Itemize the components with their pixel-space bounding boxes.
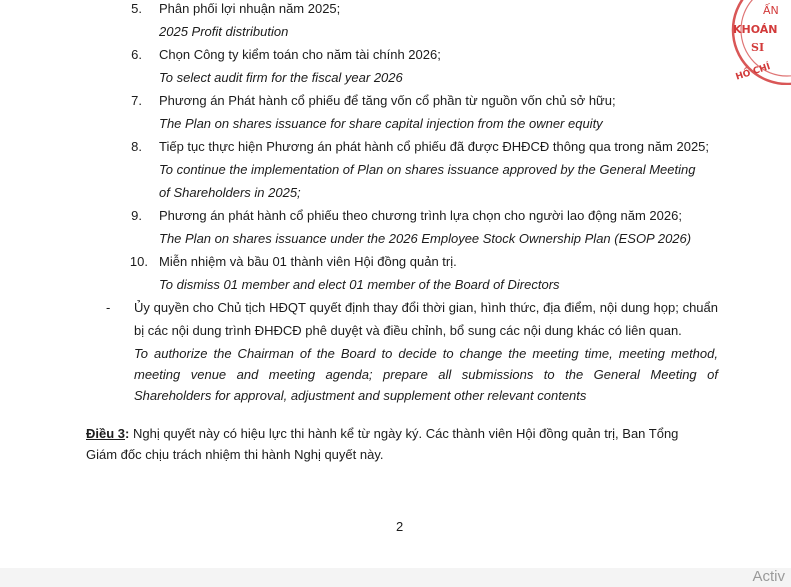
item-number: 7. (131, 93, 142, 108)
item-number: 5. (131, 1, 142, 16)
item-text-en: To dismiss 01 member and elect 01 member of the Board of Directors (159, 277, 560, 292)
item-text-vi: Phân phối lợi nhuận năm 2025; (159, 1, 341, 16)
authorize-text-vi-line1: Ủy quyền cho Chủ tịch HĐQT quyết định thay đổi thời gian, hình thức, địa điểm, nội dung họp; chuẩn (134, 300, 718, 315)
bullet-dash: - (106, 300, 111, 315)
article-3-text-line1: Nghị quyết này có hiệu lực thi hành kể từ ngày ký. Các thành viên Hội đồng quản trị, Ban Tổng (129, 426, 679, 441)
item-text-en-line1: To continue the implementation of Plan on shares issuance approved by the General Meeting (159, 162, 696, 177)
authorize-text-en-line3: Shareholders for approval, adjustment and supplement other relevant contents (134, 388, 587, 403)
item-text-en: The Plan on shares issuance for share capital injection from the owner equity (159, 116, 603, 131)
article-3-colon: : (125, 426, 130, 441)
authorize-text-en-line1: To authorize the Chairman of the Board to decide to change the meeting time, meeting method, (134, 346, 718, 361)
seal-text-2: KHOÁN (733, 23, 778, 36)
item-text-vi: Miễn nhiệm và bầu 01 thành viên Hội đồng quản trị. (159, 254, 457, 269)
item-number: 10. (129, 254, 148, 269)
article-3-line1 (86, 425, 678, 442)
article-3-text-line2: Giám đốc chịu trách nhiệm thi hành Nghị quyết này. (86, 447, 384, 462)
item-text-en: 2025 Profit distribution (159, 24, 289, 39)
item-text-vi: Phương án Phát hành cổ phiếu để tăng vốn cổ phần từ nguồn vốn chủ sở hữu; (159, 93, 616, 108)
item-number: 9. (131, 208, 142, 223)
item-number: 6. (131, 47, 142, 62)
seal-text-3: SI (751, 41, 765, 54)
seal-icon (721, 0, 791, 85)
item-text-vi: Tiếp tục thực hiện Phương án phát hành cổ phiếu đã được ĐHĐCĐ thông qua trong năm 2025; (159, 139, 710, 154)
item-text-vi: Chọn Công ty kiểm toán cho năm tài chính 2026; (159, 47, 441, 62)
bottom-band (0, 568, 791, 587)
seal-text-4: HỒ CHÍ (734, 62, 772, 83)
item-text-vi: Phương án phát hành cổ phiếu theo chương trình lựa chọn cho người lao động năm 2026; (159, 208, 682, 223)
company-seal (721, 0, 791, 85)
authorize-text-vi-line2: bị các nội dung trình ĐHĐCĐ phê duyệt và điều chỉnh, bổ sung các nội dung khác có liên quan. (134, 323, 682, 338)
activation-watermark: Activ (752, 568, 785, 585)
item-number: 8. (131, 139, 142, 154)
seal-text-1: ẤN (763, 4, 779, 17)
item-text-en: To select audit firm for the fiscal year 2026 (159, 70, 403, 85)
item-text-en-line2: of Shareholders in 2025; (159, 185, 301, 200)
page-number: 2 (396, 519, 404, 534)
item-text-en: The Plan on shares issuance under the 2026 Employee Stock Ownership Plan (ESOP 2026) (159, 231, 692, 246)
authorize-text-en-line2: meeting venue and meeting agenda; prepare all submissions to the General Meeting of (134, 367, 718, 382)
article-3-label: Điều 3 (86, 426, 126, 441)
